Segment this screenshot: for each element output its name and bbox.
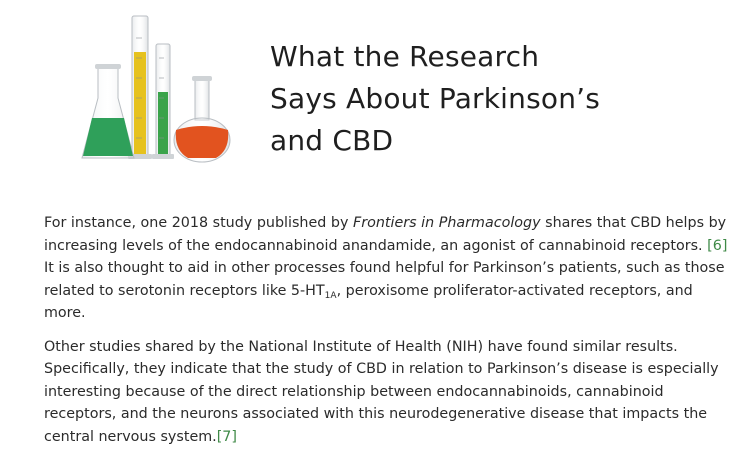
paragraph-2 [44,336,734,449]
paragraph-text: shares that CBD helps by increasing levels of the endocannabinoid anandamide, an agonist of cannabinoid receptors. [44,215,727,254]
title-line-1: What the Research [270,40,540,73]
article-body [44,212,734,459]
journal-name: Frontiers in Pharmacology [352,215,541,231]
paragraph-text: For instance, one 2018 study published by [44,215,353,231]
paragraph-text: It is also thought to aid in other processes found helpful for Parkinson’s patients, such as those related to serotonin receptors like 5-HT [44,260,725,299]
subscript: 1A [324,290,337,301]
paragraph-1 [44,212,734,325]
paragraph-text: Other studies shared by the National Institute of Health (NIH) have found similar results. Specifically, they indicate that the study of CBD in relation to Parkinson’s disease is especially interesting because of the direct relationship between endocannabinoids, cannabinoid receptors, and the neurons associated with this neurodegenerative disease that impacts the central nervous system. [44,338,719,445]
citation-link-6[interactable]: [6] [707,237,728,254]
laboratory-glassware-icon [80,8,240,168]
round-flask-orange [174,76,230,162]
hero-banner [0,0,748,190]
erlenmeyer-flask-green [82,64,134,158]
graduated-cylinder-green [152,44,174,159]
page-title [270,36,730,162]
title-line-2: Says About Parkinson’s [270,82,601,115]
paragraph-text: , peroxisome proliferator-activated receptors, and more. [44,282,693,321]
citation-link-7[interactable]: [7] [216,428,237,445]
graduated-cylinder-yellow [128,16,152,159]
title-line-3: and CBD [270,124,394,157]
